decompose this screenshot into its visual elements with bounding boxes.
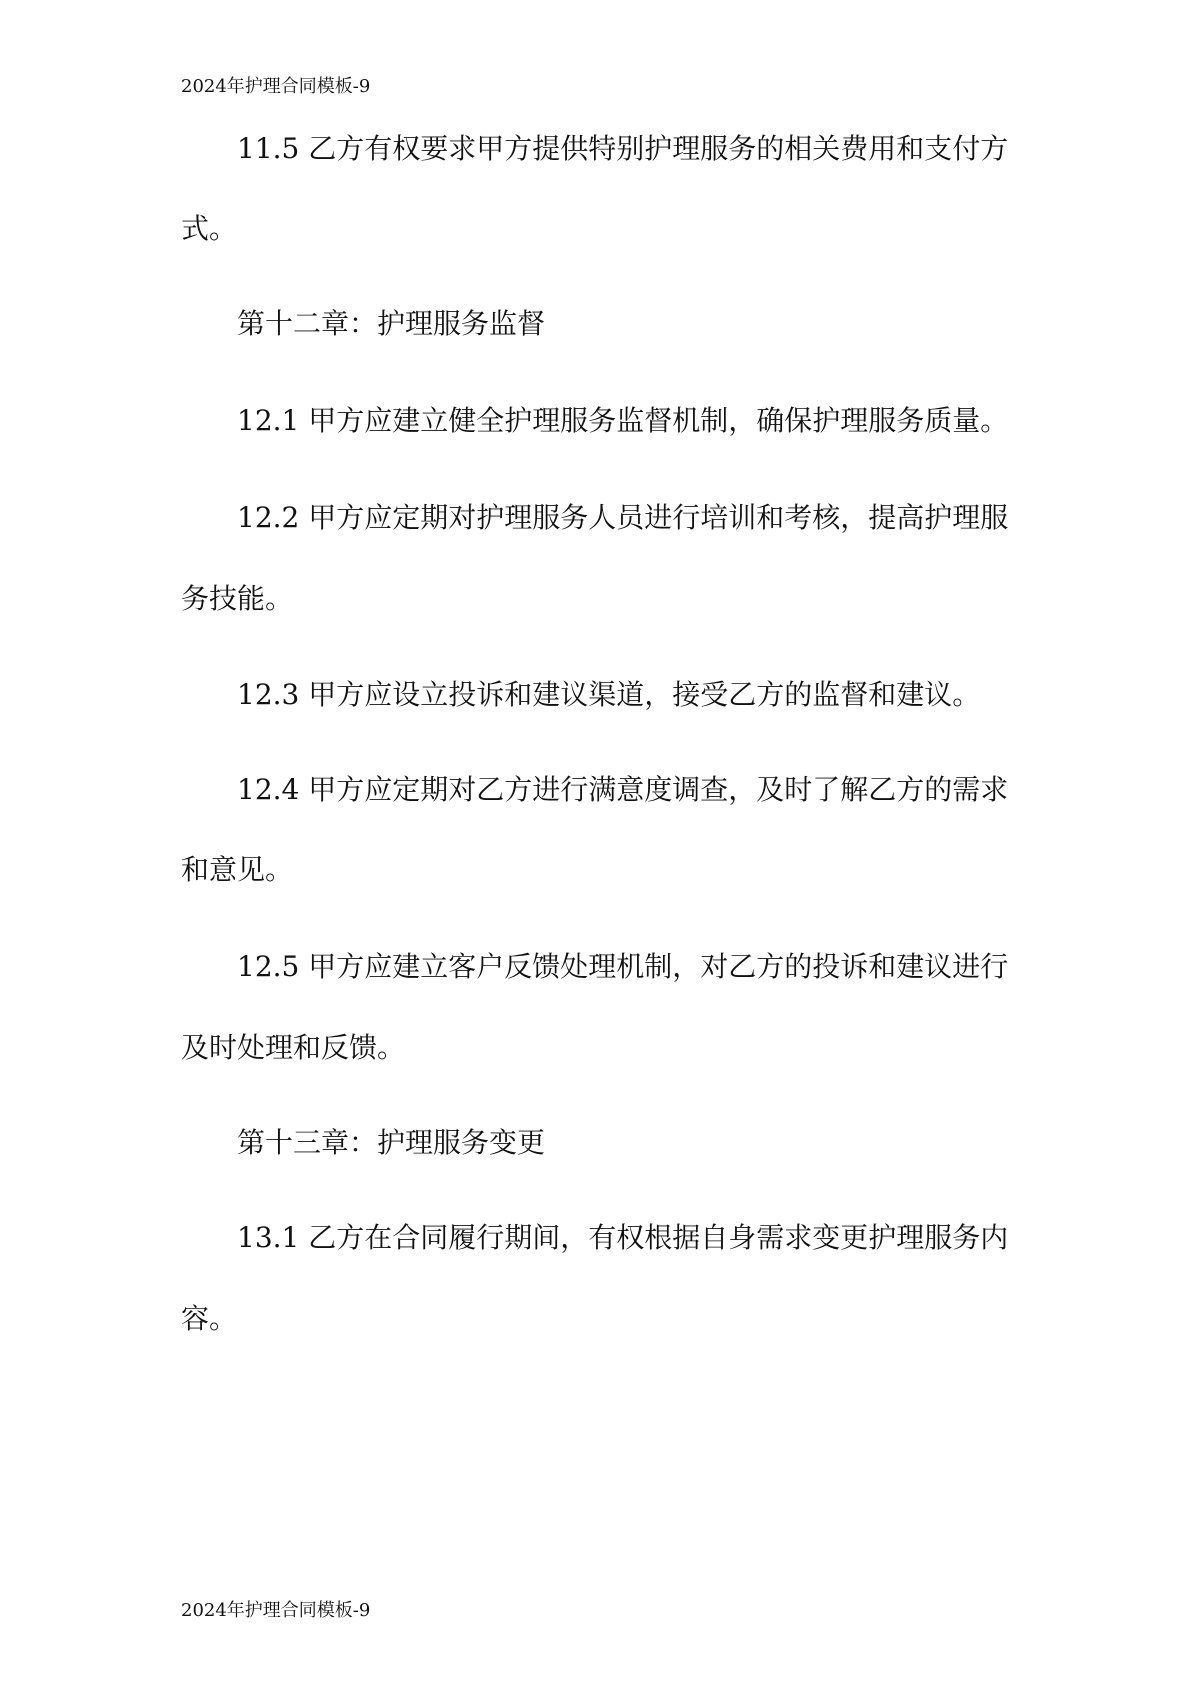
clause-11-5-line-1: 11.5 乙方有权要求甲方提供特别护理服务的相关费用和支付方 — [237, 132, 1009, 165]
clause-12-2-line-2: 务技能。 — [181, 582, 294, 615]
clause-12-5-line-1: 12.5 甲方应建立客户反馈处理机制，对乙方的投诉和建议进行 — [237, 950, 1009, 983]
clause-12-2-line-1: 12.2 甲方应定期对护理服务人员进行培训和考核，提高护理服 — [237, 501, 1009, 534]
clause-12-5-line-2: 及时处理和反馈。 — [181, 1031, 406, 1064]
chapter-12-title: 第十二章：护理服务监督 — [237, 307, 546, 340]
chapter-13-title: 第十三章：护理服务变更 — [237, 1126, 546, 1159]
clause-13-1-line-1: 13.1 乙方在合同履行期间，有权根据自身需求变更护理服务内 — [237, 1221, 1009, 1254]
clause-12-4-line-2: 和意见。 — [181, 853, 294, 886]
page-footer: 2024年护理合同模板-9 — [181, 1600, 371, 1621]
clause-12-1-line-1: 12.1 甲方应建立健全护理服务监督机制，确保护理服务质量。 — [237, 404, 1009, 437]
clause-13-1-line-2: 容。 — [181, 1302, 238, 1335]
page-header: 2024年护理合同模板-9 — [181, 76, 371, 97]
clause-12-3-line-1: 12.3 甲方应设立投诉和建议渠道，接受乙方的监督和建议。 — [237, 678, 981, 711]
clause-12-4-line-1: 12.4 甲方应定期对乙方进行满意度调查，及时了解乙方的需求 — [237, 773, 1009, 806]
clause-11-5-line-2: 式。 — [181, 212, 238, 245]
